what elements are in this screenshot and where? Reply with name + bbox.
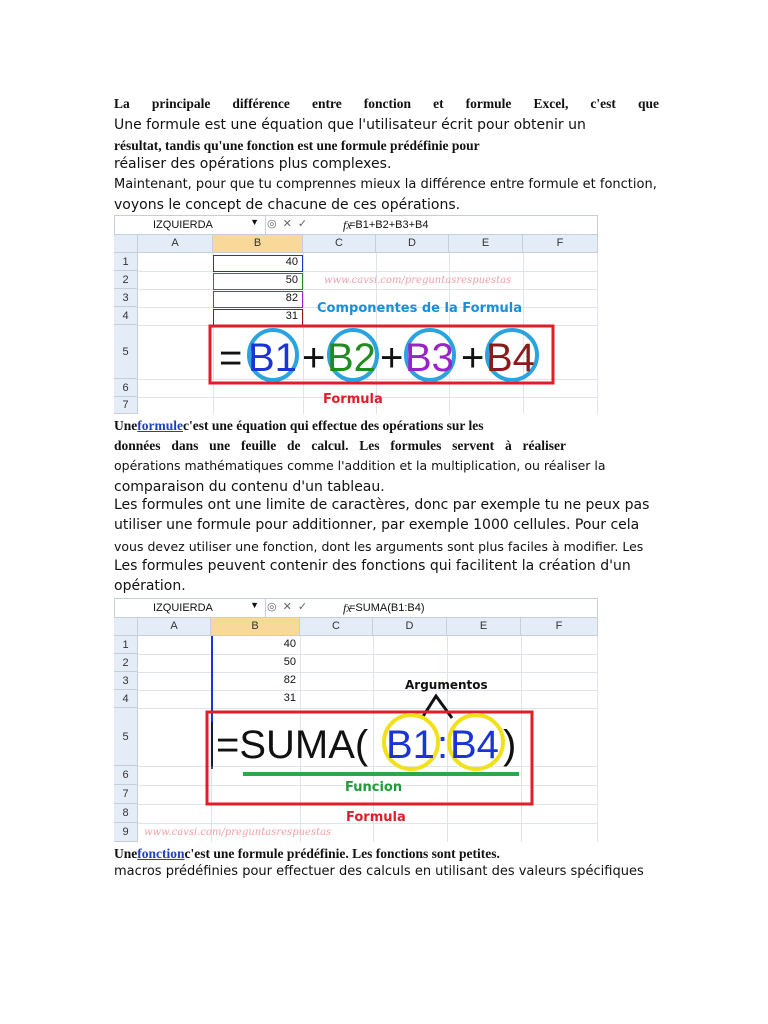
row-header-8[interactable]: 8	[114, 804, 138, 823]
ref-b2: B2	[327, 336, 376, 380]
row-header-2[interactable]: 2	[114, 654, 138, 672]
plus-1: +	[302, 336, 326, 380]
equals-sign: =	[219, 336, 243, 380]
formula-text[interactable]: =B1+B2+B3+B4	[349, 219, 429, 231]
column-header-d[interactable]: D	[376, 235, 449, 253]
para1-line3: résultat, tandis qu'une fonction est une formule prédéfinie pour	[114, 138, 480, 153]
para2-line9: opération.	[114, 578, 186, 594]
close-paren: )	[503, 723, 517, 767]
row-header-6[interactable]: 6	[114, 379, 138, 397]
cell-b4[interactable]: 31	[213, 309, 303, 326]
formula-label: Formula	[346, 810, 406, 825]
function-label: Funcion	[345, 780, 403, 795]
column-header-f[interactable]: F	[523, 235, 598, 253]
ref-b4: B4	[450, 723, 499, 767]
row-header-1[interactable]: 1	[114, 253, 138, 271]
components-label: Componentes de la Formula	[317, 301, 523, 316]
row-header-7[interactable]: 7	[114, 785, 138, 804]
para1-line5: Maintenant, pour que tu comprennes mieux la différence entre formule et fonction,	[114, 177, 657, 192]
fx-icon[interactable]: fx	[343, 601, 352, 615]
row-header-4[interactable]: 4	[114, 307, 138, 325]
spreadsheet-function-example	[114, 598, 598, 842]
cell-b2[interactable]: 50	[213, 273, 303, 290]
column-header-b[interactable]: B	[211, 618, 300, 636]
row-header-4[interactable]: 4	[114, 690, 138, 708]
plus-3: +	[461, 336, 485, 380]
para2-line5: Les formules ont une limite de caractères, donc par exemple tu ne peux pas	[114, 497, 650, 513]
column-header-e[interactable]: E	[447, 618, 521, 636]
row-header-3[interactable]: 3	[114, 672, 138, 690]
column-header-d[interactable]: D	[373, 618, 447, 636]
column-header-b[interactable]: B	[213, 235, 303, 253]
cancel-icon[interactable]: ✕	[282, 601, 298, 613]
confirm-icon[interactable]: ✓	[297, 218, 314, 230]
para2-line8: Les formules peuvent contenir des fonctions qui facilitent la création d'un	[114, 558, 631, 574]
cell-b3[interactable]: 82	[283, 674, 296, 686]
arguments-label: Argumentos	[405, 678, 488, 692]
cell-b1[interactable]: 40	[213, 255, 303, 272]
row-header-2[interactable]: 2	[114, 271, 138, 289]
row-header-3[interactable]: 3	[114, 289, 138, 307]
column-header-a[interactable]: A	[138, 235, 213, 253]
column-header-e[interactable]: E	[449, 235, 523, 253]
para1-line2: Une formule est une équation que l'utilisateur écrit pour obtenir un	[114, 117, 586, 133]
name-box[interactable]: IZQUIERDA ▼	[115, 216, 266, 234]
function-diagram	[114, 598, 598, 842]
row-header-9[interactable]: 9	[114, 823, 138, 842]
ref-b1: B1	[248, 336, 297, 380]
row-header-7[interactable]: 7	[114, 397, 138, 414]
para3-line1: Unefonctionc'est une formule prédéfinie. Les fonctions sont petites.	[114, 846, 500, 861]
ref-b3: B3	[405, 336, 454, 380]
arguments-caret	[422, 696, 452, 718]
cell-b2[interactable]: 50	[283, 656, 296, 668]
para2-line3: opérations mathématiques comme l'addition et la multiplication, ou réaliser la	[114, 458, 606, 473]
fx-icon[interactable]: fx	[343, 218, 352, 232]
ref-b4: B4	[486, 336, 535, 380]
dropdown-arrow-icon[interactable]: ▼	[250, 217, 259, 227]
spreadsheet-formula-example	[114, 215, 598, 414]
formula-text[interactable]: =SUMA(B1:B4)	[349, 602, 425, 614]
para2-line7: vous devez utiliser une fonction, dont les arguments sont plus faciles à modifier. Les	[114, 539, 644, 554]
cancel-icon[interactable]: ✕	[282, 218, 298, 230]
row-header-1[interactable]: 1	[114, 636, 138, 654]
column-header-c[interactable]: C	[303, 235, 376, 253]
para1-line6: voyons le concept de chacune de ces opérations.	[114, 197, 461, 213]
column-header-a[interactable]: A	[138, 618, 211, 636]
row-header-5[interactable]: 5	[114, 708, 138, 766]
suma-text: =SUMA(	[216, 723, 369, 767]
row-header-6[interactable]: 6	[114, 766, 138, 785]
cell-b3[interactable]: 82	[213, 291, 303, 308]
confirm-icon[interactable]: ✓	[297, 601, 314, 613]
cell-b4[interactable]: 31	[283, 692, 296, 704]
formula-diagram	[114, 215, 598, 414]
para2-line4: comparaison du contenu d'un tableau.	[114, 479, 385, 495]
para2-line6: utiliser une formule pour additionner, par exemple 1000 cellules. Pour cela	[114, 517, 640, 533]
para1-line1: La principale différence entre fonction et formule Excel, c'est que	[114, 96, 659, 111]
formule-link[interactable]: formule	[137, 418, 183, 433]
para1-line4: réaliser des opérations plus complexes.	[114, 156, 392, 172]
formula-label: Formula	[323, 392, 383, 407]
column-header-f[interactable]: F	[521, 618, 598, 636]
column-header-c[interactable]: C	[300, 618, 373, 636]
cell-b1[interactable]: 40	[283, 638, 296, 650]
dropdown-arrow-icon[interactable]: ▼	[250, 600, 259, 610]
circle-icon: ◎	[267, 218, 283, 230]
ref-b1: B1	[386, 723, 435, 767]
row-header-5[interactable]: 5	[114, 325, 138, 379]
circle-icon: ◎	[267, 601, 283, 613]
fonction-link[interactable]: fonction	[137, 846, 185, 861]
range-colon: :	[437, 723, 449, 767]
para3-line2: macros prédéfinies pour effectuer des calculs en utilisant des valeurs spécifiques	[114, 864, 644, 879]
watermark: www.cavsi.com/preguntasrespuestas	[324, 275, 512, 286]
para2-line2: données dans une feuille de calcul. Les formules servent à réaliser	[114, 438, 566, 453]
para2-line1: Uneformulec'est une équation qui effectue des opérations sur les	[114, 418, 484, 433]
watermark: www.cavsi.com/preguntasrespuestas	[144, 827, 332, 838]
plus-2: +	[380, 336, 404, 380]
name-box[interactable]: IZQUIERDA ▼	[115, 599, 266, 617]
